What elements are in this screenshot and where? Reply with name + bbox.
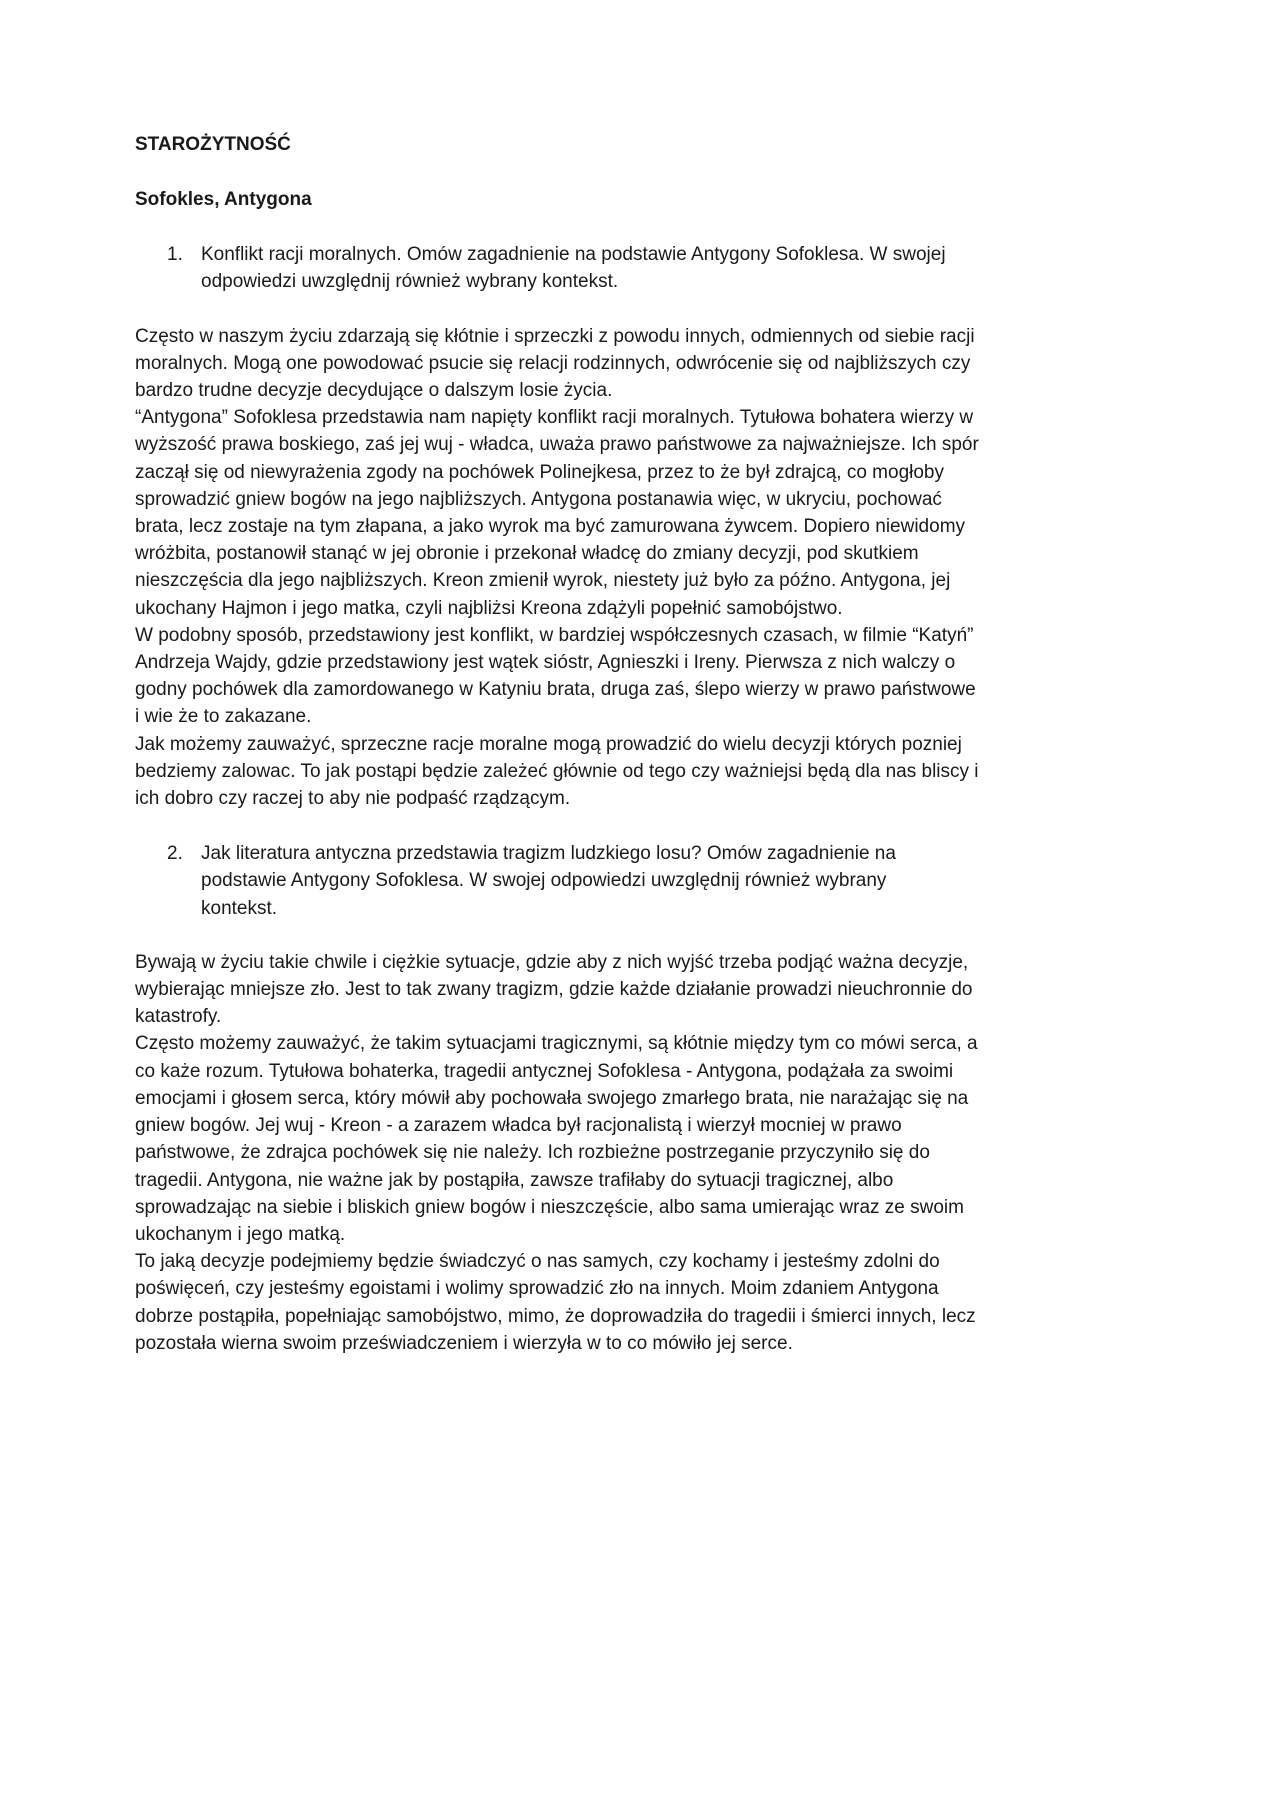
section-heading: STAROŻYTNOŚĆ <box>135 134 291 155</box>
paragraph: W podobny sposób, przedstawiony jest konflikt, w bardziej współczesnych czasach, w filmie “Katyń” Andrzeja Wajdy, gdzie przedstawiony jest wątek sióstr, Agnieszki i Ireny. Pierwsza z nich walczy o godny pochówek dla zamordowanego w Katyniu brata, druga zaś, ślepo wierzy w prawo państwowe i wie że to zakazane. <box>135 624 976 728</box>
paragraph: Często w naszym życiu zdarzają się kłótnie i sprzeczki z powodu innych, odmiennych od siebie racji moralnych. Mogą one powodować psucie się relacji rodzinnych, odwrócenie się od najbliższych czy bardzo trudne decyzje decydujące o dalszym losie życia. <box>135 325 975 402</box>
question-number: 1. <box>167 244 183 266</box>
question-number: 2. <box>167 843 183 865</box>
paragraph: Często możemy zauważyć, że takim sytuacjami tragicznymi, są kłótnie między tym co mówi serca, a co każe rozum. Tytułowa bohaterka, tragedii antycznej Sofoklesa - Antygona, podążała za swoimi emocjami i głosem serca, który mówił aby pochowała swojego zmarłego brata, nie narażając się na gniew bogów. Jej wuj - Kreon - a zarazem władca był racjonalistą i wierzył mocniej w prawo państwowe, że zdrajca pochówek się nie należy. Ich rozbieżne postrzeganie przyczyniło się do tragedii. Antygona, nie ważne jak by postąpiła, zawsze trafiłaby do sytuacji tragicznej, albo sprowadzając na siebie i bliskich gniew bogów i nieszczęście, albo sama umierając wraz ze swoim ukochanym i jego matką. <box>135 1033 978 1245</box>
answer-1 <box>135 323 980 813</box>
question-2 <box>135 840 980 922</box>
question-1 <box>135 241 980 295</box>
paragraph: To jaką decyzje podejmiemy będzie świadczyć o nas samych, czy kochamy i jesteśmy zdolni do poświęceń, czy jesteśmy egoistami i wolimy sprowadzić zło na innych. Moim zdaniem Antygona dobrze postąpiła, popełniając samobójstwo, mimo, że doprowadziła do tragedii i śmierci innych, lecz pozostała wierna swoim przeświadczeniem i wierzyła w to co mówiło jej serce. <box>135 1251 976 1354</box>
question-text: Konflikt racji moralnych. Omów zagadnienie na podstawie Antygony Sofoklesa. W swojej odpowiedzi uwzględnij również wybrany kontekst. <box>201 244 946 293</box>
work-title: Sofokles, Antygona <box>135 189 312 210</box>
answer-2 <box>135 949 980 1357</box>
paragraph: “Antygona” Sofoklesa przedstawia nam napięty konflikt racji moralnych. Tytułowa bohatera wierzy w wyższość prawa boskiego, zaś jej wuj - władca, uważa prawo państwowe za najważniejsze. Ich spór zaczął się od niewyrażenia zgody na pochówek Polinejkesa, przez to że był zdrajcą, co mogłoby sprowadzić gniew bogów na jego najbliższych. Antygona postanawia więc, w ukryciu, pochować brata, lecz zostaje na tym złapana, a jako wyrok ma być zamurowana żywcem. Dopiero niewidomy wróżbita, postanowił stanąć w jej obronie i przekonał władcę do zmiany decyzji, pod skutkiem nieszczęścia dla jego najbliższych. Kreon zmienił wyrok, niestety już było za późno. Antygona, jej ukochany Hajmon i jego matka, czyli najbliżsi Kreona zdążyli popełnić samobójstwo. <box>135 407 979 619</box>
paragraph: Bywają w życiu takie chwile i ciężkie sytuacje, gdzie aby z nich wyjść trzeba podjąć ważna decyzje, wybierając mniejsze zło. Jest to tak zwany tragizm, gdzie każde działanie prowadzi nieuchronnie do katastrofy. <box>135 951 973 1028</box>
document-page <box>135 131 980 1357</box>
question-text: Jak literatura antyczna przedstawia tragizm ludzkiego losu? Omów zagadnienie na podstawie Antygony Sofoklesa. W swojej odpowiedzi uwzględnij również wybrany kontekst. <box>201 843 896 919</box>
paragraph: Jak możemy zauważyć, sprzeczne racje moralne mogą prowadzić do wielu decyzji których pozniej bedziemy zalowac. To jak postąpi będzie zależeć głównie od tego czy ważniejsi będą dla nas bliscy i ich dobro czy raczej to aby nie podpaść rządzącym. <box>135 733 979 810</box>
